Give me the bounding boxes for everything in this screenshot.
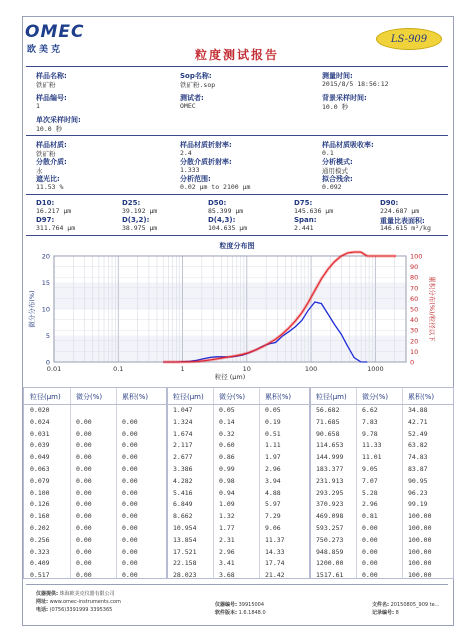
table-cell: 0.00 xyxy=(76,453,92,462)
ssa-value: 146.615 m²/kg xyxy=(380,224,431,232)
table-cell: 90.95 xyxy=(408,476,428,485)
table-cell: 0.05 xyxy=(265,406,281,414)
table-row xyxy=(167,570,310,579)
y-axis-label: 微分分布(%) xyxy=(28,290,36,328)
column-header: 累积(%) xyxy=(265,393,292,401)
table-header xyxy=(167,388,310,405)
y2-tick-label: 20 xyxy=(410,337,419,346)
logo-cn: 欧美克 xyxy=(27,45,64,55)
y2-tick-label: 0 xyxy=(410,358,415,367)
y2-axis-label: 累积分布(%)/粒径以下 xyxy=(428,276,436,342)
table-cell: 0.00 xyxy=(122,500,138,509)
table-cell: 0.323 xyxy=(30,547,50,556)
d97-value: 311.764 μm xyxy=(36,224,76,232)
table-cell: 1.324 xyxy=(173,417,193,426)
table-row xyxy=(167,476,310,488)
table-cell: 1.77 xyxy=(219,523,235,532)
material-value: 铁矿粉 xyxy=(36,150,56,158)
table-row xyxy=(167,417,310,429)
table-row xyxy=(167,523,310,535)
footer-version: 软件版本: 1.6.1848.0 xyxy=(215,610,266,616)
refr-value: 2.4 xyxy=(180,149,192,157)
table-cell: 0.00 xyxy=(122,464,138,473)
table-row xyxy=(310,535,453,547)
d25-value: 39.192 μm xyxy=(122,207,158,215)
table-cell: 0.00 xyxy=(76,441,92,450)
table-cell: 0.409 xyxy=(30,559,50,568)
table-cell: 11.01 xyxy=(362,453,382,462)
table-cell: 1.047 xyxy=(173,406,193,414)
table-cell: 10.954 xyxy=(173,523,197,532)
table-row xyxy=(24,452,167,464)
x-axis-label: 粒径 (μm) xyxy=(214,373,246,380)
y2-tick-label: 40 xyxy=(410,316,419,325)
table-row xyxy=(167,511,310,523)
d75-label: D75: xyxy=(294,199,313,207)
table-cell: 0.256 xyxy=(30,535,50,544)
logo-word: OMEC xyxy=(25,22,85,42)
x-tick-label: 0.01 xyxy=(46,365,62,373)
d90-value: 224.687 μm xyxy=(380,207,420,215)
d75-value: 145.636 μm xyxy=(294,207,334,215)
table-cell: 231.913 xyxy=(316,476,344,485)
table-cell: 17.521 xyxy=(173,547,197,556)
residual-value: 0.092 xyxy=(322,183,342,191)
table-row xyxy=(24,499,167,511)
footer-tel: 电话: (0756)3391999 3395365 xyxy=(36,607,113,613)
table-row xyxy=(24,417,167,429)
table-cell: 8.662 xyxy=(173,512,193,521)
table-row xyxy=(310,429,453,441)
table-cell: 4.88 xyxy=(265,488,281,497)
tester-value: OMEC xyxy=(180,102,196,110)
table-row xyxy=(310,417,453,429)
footer-inst-no: 仪器编号: 39915004 xyxy=(215,602,265,608)
table-cell: 100.00 xyxy=(408,547,432,556)
table-cell: 114.653 xyxy=(316,441,344,450)
mode-value: 通用模式 xyxy=(322,167,348,175)
medium-refr-value: 1.333 xyxy=(180,166,200,174)
table-cell: 0.202 xyxy=(30,523,50,532)
table-row xyxy=(24,429,167,441)
bg-time-value: 10.0 秒 xyxy=(322,103,349,111)
d43-value: 104.635 μm xyxy=(208,224,248,232)
table-cell: 0.94 xyxy=(219,488,235,497)
table-cell: 4.282 xyxy=(173,476,193,485)
distribution-chart xyxy=(22,250,452,380)
table-cell: 0.00 xyxy=(122,523,138,532)
tester-label: 测试者: xyxy=(180,94,204,102)
table-row xyxy=(310,405,453,417)
table-row xyxy=(24,464,167,476)
table-cell: 0.00 xyxy=(362,523,378,532)
data-table-1 xyxy=(23,387,168,579)
table-cell: 469.098 xyxy=(316,512,344,521)
medium-value: 水 xyxy=(36,167,43,175)
table-row xyxy=(167,452,310,464)
footer-web: 网址: www.omec-instruments.com xyxy=(36,599,121,605)
x-tick-label: 100 xyxy=(304,365,318,373)
table-cell: 370.923 xyxy=(316,500,344,509)
table-row xyxy=(167,558,310,570)
table-cell: 28.023 xyxy=(173,571,197,579)
table-cell: 1200.00 xyxy=(316,559,344,568)
table-cell: 0.00 xyxy=(122,571,138,579)
test-time-value: 2015/8/5 18:56:12 xyxy=(322,80,389,88)
table-row xyxy=(310,499,453,511)
span-label: Span: xyxy=(294,216,317,224)
x-tick-label: 1 xyxy=(180,365,185,373)
table-row xyxy=(310,558,453,570)
table-cell: 6.849 xyxy=(173,500,193,509)
table-cell: 71.685 xyxy=(316,417,340,426)
table-cell: 0.05 xyxy=(219,406,235,414)
table-cell: 2.96 xyxy=(265,464,281,473)
y-tick-label: 0 xyxy=(45,358,50,367)
table-cell: 0.126 xyxy=(30,500,50,509)
table-cell: 0.81 xyxy=(362,512,378,521)
table-cell: 948.859 xyxy=(316,547,344,556)
table-row xyxy=(310,440,453,452)
table-cell: 22.158 xyxy=(173,559,197,568)
table-cell: 9.06 xyxy=(265,523,281,532)
table-cell: 7.07 xyxy=(362,476,378,485)
table-cell: 0.00 xyxy=(76,488,92,497)
table-cell: 2.117 xyxy=(173,441,193,450)
report-title: 粒度测试报告 xyxy=(194,48,279,62)
table-cell: 0.00 xyxy=(76,535,92,544)
table-cell: 0.00 xyxy=(76,559,92,568)
table-cell: 2.96 xyxy=(362,500,378,509)
span-value: 2.441 xyxy=(294,224,314,232)
table-cell: 2.96 xyxy=(219,547,235,556)
table-cell: 0.86 xyxy=(219,453,235,462)
table-cell: 0.100 xyxy=(30,488,50,497)
table-cell: 100.00 xyxy=(408,512,432,521)
table-cell: 6.62 xyxy=(362,406,378,414)
table-row xyxy=(310,547,453,559)
table-cell: 0.00 xyxy=(122,547,138,556)
table-row xyxy=(24,558,167,570)
test-time-label: 测量时间: xyxy=(322,72,353,80)
table-cell: 83.87 xyxy=(408,464,428,473)
table-row xyxy=(24,511,167,523)
footer-provider: 仪器提供: 珠海欧美克仪器有限公司 xyxy=(36,591,115,597)
table-cell: 0.039 xyxy=(30,441,50,450)
table-cell: 5.97 xyxy=(265,500,281,509)
column-header: 微分(%) xyxy=(362,393,389,401)
d50-value: 85.399 μm xyxy=(208,207,244,215)
table-cell: 3.41 xyxy=(219,559,235,568)
divider xyxy=(26,194,448,195)
table-cell: 1517.61 xyxy=(316,571,344,579)
table-cell: 3.386 xyxy=(173,464,193,473)
table-cell: 0.079 xyxy=(30,476,50,485)
table-cell: 2.677 xyxy=(173,453,193,462)
table-cell: 0.00 xyxy=(122,512,138,521)
table-cell: 0.19 xyxy=(265,417,281,426)
divider xyxy=(26,135,448,136)
x-tick-label: 10 xyxy=(242,365,251,373)
table-cell: 0.00 xyxy=(76,464,92,473)
table-cell: 42.71 xyxy=(408,417,428,426)
column-header: 粒径(μm) xyxy=(30,393,61,401)
y2-tick-label: 10 xyxy=(410,347,419,356)
table-cell: 0.14 xyxy=(219,417,235,426)
table-cell: 0.00 xyxy=(122,441,138,450)
table-cell: 90.658 xyxy=(316,429,340,438)
column-header: 累积(%) xyxy=(122,393,149,401)
table-cell: 63.82 xyxy=(408,441,428,450)
table-row xyxy=(167,429,310,441)
column-header: 微分(%) xyxy=(219,393,246,401)
sample-no-value: 1 xyxy=(36,102,40,110)
table-cell: 0.00 xyxy=(362,559,378,568)
table-row xyxy=(167,499,310,511)
d10-label: D10: xyxy=(36,199,55,207)
divider xyxy=(26,66,448,67)
table-row xyxy=(167,405,310,417)
table-cell: 0.00 xyxy=(76,417,92,426)
obsc-value: 11.53 % xyxy=(36,183,64,191)
table-row xyxy=(310,476,453,488)
table-row xyxy=(310,511,453,523)
table-cell: 0.00 xyxy=(362,571,378,579)
table-row xyxy=(24,523,167,535)
medium-label: 分散介质: xyxy=(36,158,67,166)
table-cell: 74.83 xyxy=(408,453,428,462)
table-cell: 0.00 xyxy=(362,547,378,556)
grid-band xyxy=(54,283,406,310)
column-header: 粒径(μm) xyxy=(316,393,347,401)
table-cell: 2.31 xyxy=(219,535,235,544)
table-cell: 21.42 xyxy=(265,571,285,579)
table-cell: 13.854 xyxy=(173,535,197,544)
table-cell: 7.83 xyxy=(362,417,378,426)
y2-tick-label: 70 xyxy=(410,284,419,293)
model-badge: LS-909 xyxy=(376,28,442,50)
y-tick-label: 15 xyxy=(41,279,50,287)
sample-name-label: 样品名称: xyxy=(36,72,67,80)
y2-tick-label: 80 xyxy=(410,273,419,282)
d10-value: 16.217 μm xyxy=(36,207,72,215)
y2-tick-label: 90 xyxy=(410,263,419,272)
table-cell: 100.00 xyxy=(408,559,432,568)
d50-label: D50: xyxy=(208,199,227,207)
table-cell: 0.00 xyxy=(122,488,138,497)
table-cell: 100.00 xyxy=(408,571,432,579)
table-cell: 0.024 xyxy=(30,417,50,426)
table-cell: 0.00 xyxy=(76,547,92,556)
data-table-2 xyxy=(166,387,311,579)
table-cell: 0.00 xyxy=(122,429,138,438)
table-cell: 0.00 xyxy=(122,476,138,485)
mode-label: 分析模式: xyxy=(322,158,353,166)
table-cell: 0.99 xyxy=(219,464,235,473)
table-cell: 5.28 xyxy=(362,488,378,497)
table-cell: 0.51 xyxy=(265,429,281,438)
table-cell: 56.682 xyxy=(316,406,340,414)
table-cell: 0.00 xyxy=(122,535,138,544)
table-cell: 34.88 xyxy=(408,406,428,414)
table-row xyxy=(24,488,167,500)
grid-band xyxy=(54,309,406,336)
material-label: 样品材质: xyxy=(36,141,67,149)
table-cell: 5.416 xyxy=(173,488,193,497)
divider xyxy=(26,584,448,585)
single-time-value: 10.0 秒 xyxy=(36,125,63,133)
table-row xyxy=(24,440,167,452)
grid-band xyxy=(54,256,406,283)
table-cell: 0.00 xyxy=(76,523,92,532)
table-row xyxy=(310,523,453,535)
table-cell: 9.05 xyxy=(362,464,378,473)
table-cell: 14.33 xyxy=(265,547,285,556)
table-cell: 0.00 xyxy=(76,500,92,509)
table-cell: 100.00 xyxy=(408,523,432,532)
table-cell: 0.00 xyxy=(362,535,378,544)
chart-title: 粒度分布图 xyxy=(219,242,255,250)
table-cell: 3.68 xyxy=(219,571,235,579)
table-row xyxy=(24,405,167,417)
table-cell: 96.23 xyxy=(408,488,428,497)
d25-label: D25: xyxy=(122,199,141,207)
absorb-label: 样品材质吸收率: xyxy=(322,141,374,149)
column-header: 粒径(μm) xyxy=(173,393,204,401)
table-header xyxy=(310,388,453,405)
table-cell: 293.295 xyxy=(316,488,344,497)
table-cell: 0.517 xyxy=(30,571,50,579)
table-row xyxy=(167,488,310,500)
table-header xyxy=(24,388,167,405)
table-cell: 593.257 xyxy=(316,523,344,532)
table-row xyxy=(310,488,453,500)
bg-time-label: 背景采样时间: xyxy=(322,94,367,102)
table-row xyxy=(24,476,167,488)
table-cell: 0.00 xyxy=(76,476,92,485)
table-cell: 7.29 xyxy=(265,512,281,521)
y-tick-label: 10 xyxy=(41,305,50,314)
table-cell: 0.98 xyxy=(219,476,235,485)
table-cell: 1.32 xyxy=(219,512,235,521)
d32-value: 38.975 μm xyxy=(122,224,158,232)
table-cell: 99.19 xyxy=(408,500,428,509)
table-cell: 750.273 xyxy=(316,535,344,544)
d90-label: D90: xyxy=(380,199,399,207)
x-tick-label: 1000 xyxy=(367,365,384,373)
table-cell: 0.00 xyxy=(122,417,138,426)
sample-no-label: 样品编号: xyxy=(36,94,67,102)
table-cell: 0.60 xyxy=(219,441,235,450)
d32-label: D(3,2): xyxy=(122,216,150,224)
table-cell: 11.37 xyxy=(265,535,285,544)
footer-file: 文件名: 20150805_909 te... xyxy=(372,602,440,608)
table-row xyxy=(167,464,310,476)
table-cell: 0.00 xyxy=(122,559,138,568)
table-row xyxy=(167,535,310,547)
single-time-label: 单次采样时间: xyxy=(36,116,81,124)
table-cell: 0.160 xyxy=(30,512,50,521)
table-cell: 0.00 xyxy=(76,571,92,579)
residual-label: 拟合残余: xyxy=(322,175,353,183)
table-cell: 183.377 xyxy=(316,464,344,473)
y2-tick-label: 30 xyxy=(410,326,419,335)
table-cell: 100.00 xyxy=(408,535,432,544)
divider xyxy=(26,235,448,236)
table-row xyxy=(310,452,453,464)
range-label: 分析范围: xyxy=(180,175,211,183)
y-tick-label: 5 xyxy=(45,332,50,340)
x-tick-label: 0.1 xyxy=(113,365,124,373)
table-cell: 17.74 xyxy=(265,559,285,568)
column-header: 累积(%) xyxy=(408,393,435,401)
table-cell: 1.09 xyxy=(219,500,235,509)
table-cell: 1.11 xyxy=(265,441,281,450)
y2-tick-label: 100 xyxy=(410,252,423,261)
table-row xyxy=(24,535,167,547)
table-row xyxy=(24,547,167,559)
table-cell: 0.063 xyxy=(30,464,50,473)
table-row xyxy=(310,570,453,579)
medium-refr-label: 分散介质折射率: xyxy=(180,158,232,166)
table-cell: 0.32 xyxy=(219,429,235,438)
table-cell: 0.049 xyxy=(30,453,50,462)
table-cell: 1.674 xyxy=(173,429,193,438)
y2-tick-label: 60 xyxy=(410,294,419,303)
table-cell: 0.020 xyxy=(30,406,50,414)
sop-value: 铁矿粉.sop xyxy=(180,81,216,89)
column-header: 微分(%) xyxy=(76,393,103,401)
table-row xyxy=(24,570,167,579)
d43-label: D(4,3): xyxy=(208,216,236,224)
y-tick-label: 20 xyxy=(41,252,50,261)
sample-name-value: 铁矿粉 xyxy=(36,81,56,89)
y2-tick-label: 50 xyxy=(410,305,419,314)
data-table-3 xyxy=(309,387,454,579)
table-cell: 1.97 xyxy=(265,453,281,462)
obsc-label: 遮光比: xyxy=(36,175,60,183)
ssa-label: 重量比表面积: xyxy=(380,217,425,225)
sop-label: Sop名称: xyxy=(180,72,212,80)
table-cell: 0.00 xyxy=(122,453,138,462)
d97-label: D97: xyxy=(36,216,55,224)
table-cell: 144.999 xyxy=(316,453,344,462)
absorb-value: 0.1 xyxy=(322,149,334,157)
table-cell: 0.00 xyxy=(76,512,92,521)
range-value: 0.02 μm to 2100 μm xyxy=(180,183,251,191)
table-row xyxy=(167,547,310,559)
table-row xyxy=(167,440,310,452)
footer-record: 记录编号: 8 xyxy=(372,610,399,616)
table-row xyxy=(310,464,453,476)
table-cell: 52.49 xyxy=(408,429,428,438)
table-cell: 3.94 xyxy=(265,476,281,485)
table-cell: 9.78 xyxy=(362,429,378,438)
table-cell: 0.031 xyxy=(30,429,50,438)
table-cell: 11.33 xyxy=(362,441,382,450)
table-cell: 0.00 xyxy=(76,429,92,438)
refr-label: 样品材质折射率: xyxy=(180,141,232,149)
